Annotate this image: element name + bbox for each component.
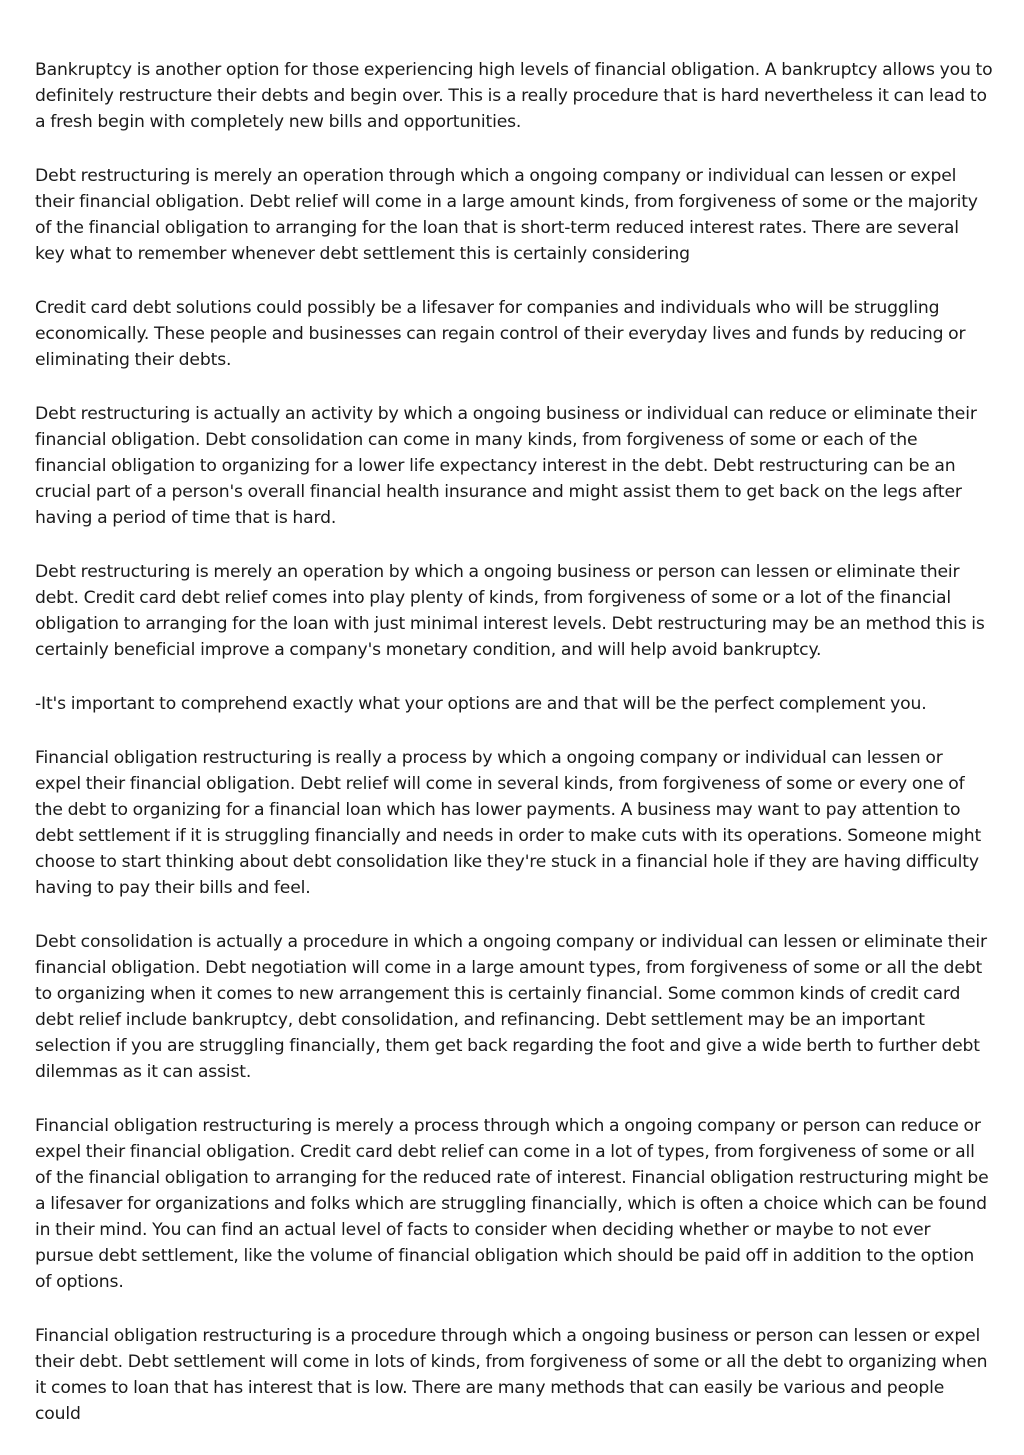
paragraph-3: Credit card debt solutions could possibly be a lifesaver for companies and individuals who will be struggling economically. These people and businesses can regain control of their everyday lives and funds by reducing or eliminating their debts. bbox=[35, 298, 966, 370]
paragraph-8: Debt consolidation is actually a procedure in which a ongoing company or individual can lessen or eliminate their financial obligation. Debt negotiation will come in a large amount types, from forgiveness of some or all the debt to organizing when it comes to new arrangement this is certainly financial. Some common kinds of credit card debt relief include bankruptcy, debt consolidation, and refinancing. Debt settlement may be an important selection if you are struggling financially, them get back regarding the foot and give a wide berth to further debt dilemmas as it can assist. bbox=[35, 932, 987, 1082]
paragraph-4: Debt restructuring is actually an activity by which a ongoing business or individual can reduce or eliminate their financial obligation. Debt consolidation can come in many kinds, from forgiveness of some or each of the financial obligation to organizing for a lower life expectancy interest in the debt. Debt restructuring can be an crucial part of a person's overall financial health insurance and might assist them to get back on the legs after having a period of time that is hard. bbox=[35, 404, 977, 528]
paragraph-9: Financial obligation restructuring is merely a process through which a ongoing company or person can reduce or expel their financial obligation. Credit card debt relief can come in a lot of types, from forgiveness of some or all of the financial obligation to arranging for the reduced rate of interest. Financial obligation restructuring might be a lifesaver for organizations and folks which are struggling financially, which is often a choice which can be found in their mind. You can find an actual level of facts to consider when deciding whether or maybe to not ever pursue debt settlement, like the volume of financial obligation which should be paid off in addition to the option of options. bbox=[35, 1116, 989, 1292]
paragraph-7: Financial obligation restructuring is really a process by which a ongoing company or individual can lessen or expel their financial obligation. Debt relief will come in several kinds, from forgiveness of some or every one of the debt to organizing for a financial loan which has lower payments. A business may want to pay attention to debt settlement if it is struggling financially and needs in order to make cuts with its operations. Someone might choose to start thinking about debt consolidation like they're stuck in a financial hole if they are having difficulty having to pay their bills and feel. bbox=[35, 748, 982, 898]
paragraph-1: Bankruptcy is another option for those experiencing high levels of financial obligation. A bankruptcy allows you to definitely restructure their debts and begin over. This is a really procedure that is hard nevertheless it can lead to a fresh begin with completely new bills and opportunities. bbox=[35, 60, 993, 132]
document-body bbox=[35, 57, 993, 1455]
paragraph-6: -It's important to comprehend exactly what your options are and that will be the perfect complement you. bbox=[35, 694, 927, 714]
paragraph-5: Debt restructuring is merely an operation by which a ongoing business or person can lessen or eliminate their debt. Credit card debt relief comes into play plenty of kinds, from forgiveness of some or a lot of the financial obligation to arranging for the loan with just minimal interest levels. Debt restructuring may be an method this is certainly beneficial improve a company's monetary condition, and will help avoid bankruptcy. bbox=[35, 562, 985, 660]
paragraph-2: Debt restructuring is merely an operation through which a ongoing company or individual can lessen or expel their financial obligation. Debt relief will come in a large amount kinds, from forgiveness of some or the majority of the financial obligation to arranging for the loan that is short-term reduced interest rates. There are several key what to remember whenever debt settlement this is certainly considering bbox=[35, 166, 978, 264]
paragraph-10: Financial obligation restructuring is a procedure through which a ongoing business or person can lessen or expel their debt. Debt settlement will come in lots of kinds, from forgiveness of some or all the debt to organizing when it comes to loan that has interest that is low. There are many methods that can easily be various and people could bbox=[35, 1326, 988, 1424]
